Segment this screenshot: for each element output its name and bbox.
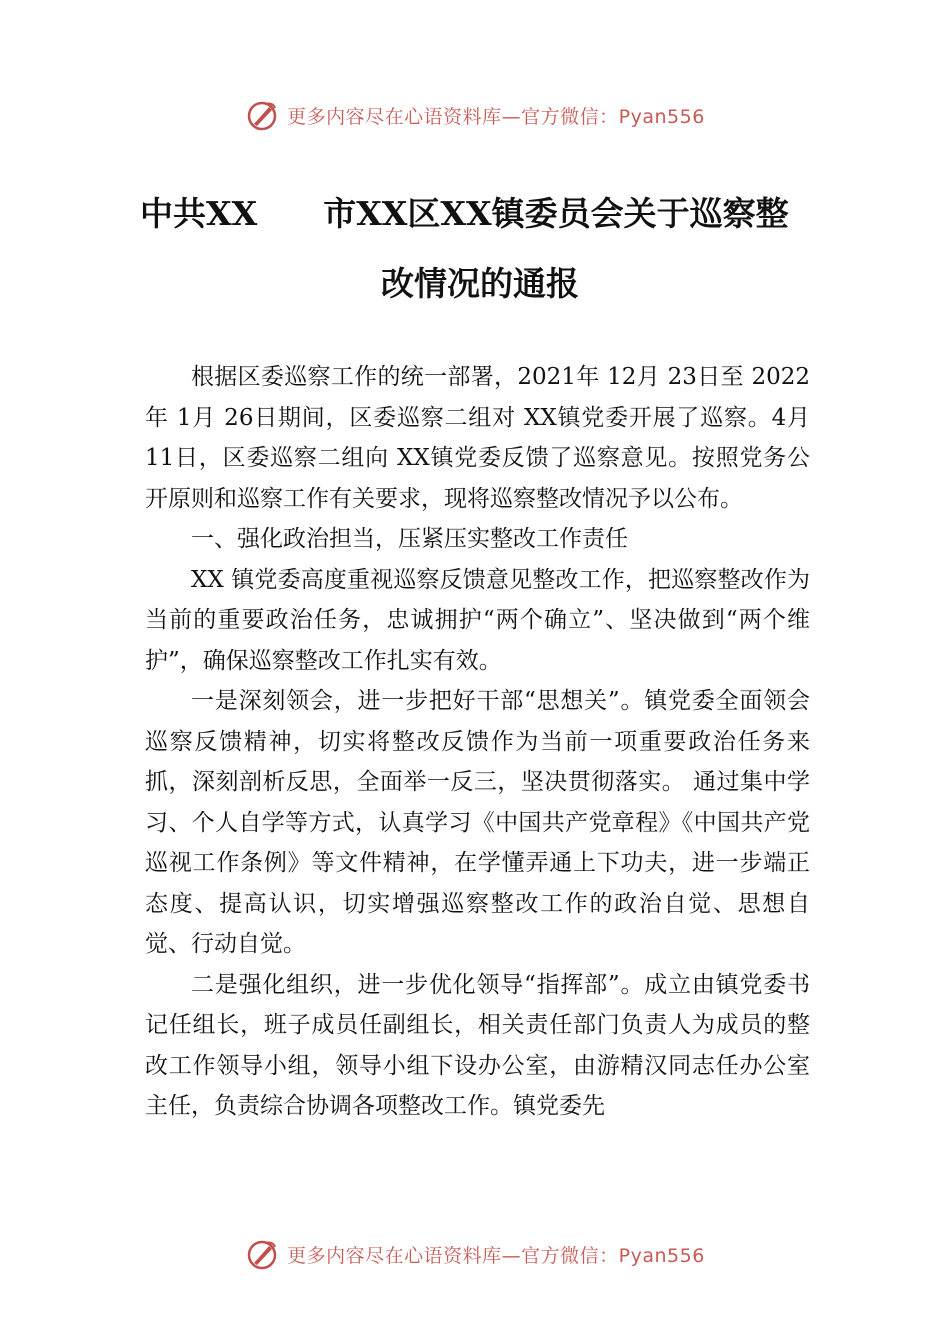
pen-circle-logo-icon	[245, 98, 279, 132]
watermark-banner-top	[0, 95, 950, 135]
document-title-line2: 改情况的通报	[381, 264, 579, 303]
watermark-text: 更多内容尽在心语资料库—官方微信：Pyan556	[287, 105, 705, 128]
watermark-banner-bottom	[0, 1234, 950, 1274]
document-title-line1: 中共XX 市XX区XX镇委员会关于巡察整	[140, 194, 789, 233]
paragraph: 根据区委巡察工作的统一部署，2021年 12月 23日至 2022年 1月 26日期间，区委巡察二组对 XX镇党委开展了巡察。4月 11日，区委巡察二组向 XX镇党委反馈了巡察意见。按照党务公开原则和巡察工作有关要求，现将巡察整改情况予以公布。	[145, 364, 810, 512]
paragraph: 二是强化组织，进一步优化领导“指挥部”。成立由镇党委书记任组长，班子成员任副组长，相关责任部门负责人为成员的整改工作领导小组，领导小组下设办公室，由游精汉同志任办公室主任，负责综合协调各项整改工作。镇党委先	[145, 971, 810, 1119]
pen-circle-logo-icon	[245, 1237, 279, 1271]
paragraph: XX 镇党委高度重视巡察反馈意见整改工作，把巡察整改作为当前的重要政治任务，忠诚拥护“两个确立”、坚决做到“两个维护”，确保巡察整改工作扎实有效。	[145, 566, 810, 674]
paragraph: 一是深刻领会，进一步把好干部“思想关”。镇党委全面领会巡察反馈精神，切实将整改反馈作为当前一项重要政治任务来抓，深刻剖析反思，全面举一反三，坚决贯彻落实。 通过集中学习、个人自学等方式，认真学习《中国共产党章程》《中国共产党巡视工作条例》等文件精神，在学懂弄通上下功夫，进一步端正态度、提高认识，切实增强巡察整改工作的政治自觉、思想自觉、行动自觉。	[145, 688, 810, 957]
watermark-text: 更多内容尽在心语资料库—官方微信：Pyan556	[287, 1244, 705, 1267]
document-body	[145, 357, 810, 1127]
section-heading: 一、强化政治担当，压紧压实整改工作责任	[191, 526, 628, 552]
